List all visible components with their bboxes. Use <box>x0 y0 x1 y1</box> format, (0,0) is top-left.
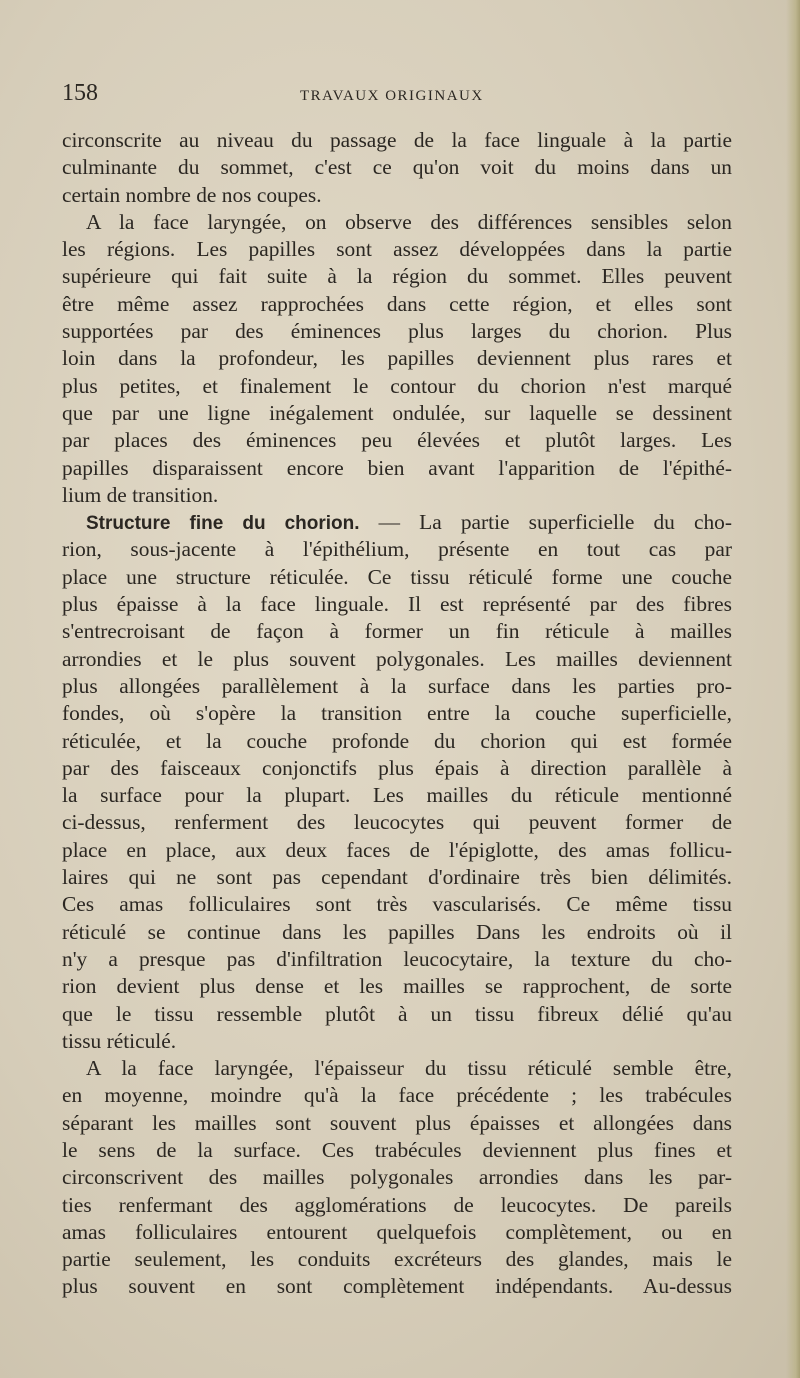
text-line <box>62 782 732 809</box>
text-line <box>62 182 732 209</box>
page-edge-shadow <box>786 0 800 1378</box>
text-line <box>62 864 732 891</box>
text-line <box>62 1082 732 1109</box>
text-line <box>62 345 732 372</box>
text-line <box>62 373 732 400</box>
body-text <box>62 127 732 1301</box>
line-text: tissu réticulé. <box>62 1028 177 1053</box>
line-text: place une structure réticulée. Ce tissu réticulé forme une couche <box>62 564 732 589</box>
line-text: en moyenne, moindre qu'à la face précédente ; les trabécules <box>62 1083 732 1108</box>
text-line <box>62 209 732 236</box>
line-text: Ces amas folliculaires sont très vascularisés. Ce même tissu <box>62 892 732 917</box>
line-text: culminante du sommet, c'est ce qu'on voit du moins dans un <box>62 155 732 180</box>
line-text: ci-dessus, renferment des leucocytes qui peuvent former de <box>62 810 732 835</box>
text-line <box>62 591 732 618</box>
text-line <box>62 1246 732 1273</box>
line-text: supérieure qui fait suite à la région du sommet. Elles peuvent <box>62 264 732 289</box>
line-text: A la face laryngée, l'épaisseur du tissu réticulé semble être, <box>86 1056 732 1081</box>
text-line <box>62 728 732 755</box>
line-text: le sens de la surface. Ces trabécules deviennent plus fines et <box>62 1137 732 1162</box>
line-text: laires qui ne sont pas cependant d'ordinaire très bien délimités. <box>62 865 732 890</box>
text-line <box>62 318 732 345</box>
text-line <box>62 236 732 263</box>
line-text: arrondies et le plus souvent polygonales. Les mailles deviennent <box>62 646 732 671</box>
text-line <box>62 509 732 536</box>
text-line <box>62 1137 732 1164</box>
line-text: s'entrecroisant de façon à former un fin réticule à mailles <box>62 619 732 644</box>
text-line <box>62 482 732 509</box>
text-line <box>62 1273 732 1300</box>
line-text: A la face laryngée, on observe des différences sensibles selon <box>86 209 732 234</box>
line-text: circonscrite au niveau du passage de la face linguale à la partie <box>62 128 732 152</box>
line-text: fondes, où s'opère la transition entre la couche superficielle, <box>62 701 732 726</box>
text-line <box>62 891 732 918</box>
line-text: ties renfermant des agglomérations de leucocytes. De pareils <box>62 1192 732 1217</box>
text-line <box>62 618 732 645</box>
line-text: lium de transition. <box>62 482 219 507</box>
text-line <box>62 291 732 318</box>
text-line <box>62 919 732 946</box>
text-line <box>62 700 732 727</box>
text-line <box>62 973 732 1000</box>
line-text: la surface pour la plupart. Les mailles du réticule mentionné <box>62 783 732 808</box>
line-text: les régions. Les papilles sont assez développées dans la partie <box>62 237 732 262</box>
line-text: par places des éminences peu élevées et plutôt larges. Les <box>62 428 732 453</box>
line-text: place en place, aux deux faces de l'épiglotte, des amas follicu- <box>62 837 732 862</box>
line-text: réticulé se continue dans les papilles Dans les endroits où il <box>62 919 732 944</box>
text-line <box>62 755 732 782</box>
text-line <box>62 1028 732 1055</box>
page-number: 158 <box>62 80 98 106</box>
line-text: partie seulement, les conduits excréteurs des glandes, mais le <box>62 1247 732 1272</box>
text-line <box>62 536 732 563</box>
text-line <box>62 1001 732 1028</box>
line-text: circonscrivent des mailles polygonales arrondies dans les par- <box>62 1165 732 1190</box>
text-line <box>62 263 732 290</box>
line-text: plus petites, et finalement le contour du chorion n'est marqué <box>62 373 732 398</box>
text-line <box>62 127 732 154</box>
line-text: plus souvent en sont complètement indépendants. Au-dessus <box>62 1274 732 1299</box>
text-line <box>62 946 732 973</box>
text-line <box>62 1164 732 1191</box>
running-head: TRAVAUX ORIGINAUX <box>300 88 484 104</box>
line-text: plus épaisse à la face linguale. Il est représenté par des fibres <box>62 592 732 617</box>
text-line <box>62 1219 732 1246</box>
line-text: rion devient plus dense et les mailles se rapprochent, de sorte <box>62 974 732 999</box>
line-text: supportées par des éminences plus larges du chorion. Plus <box>62 319 732 344</box>
line-text: rion, sous-jacente à l'épithélium, présente en tout cas par <box>62 537 732 562</box>
text-line <box>62 837 732 864</box>
page-header <box>62 80 732 110</box>
line-text: plus allongées parallèlement à la surface dans les parties pro- <box>62 673 732 698</box>
line-text: que le tissu ressemble plutôt à un tissu fibreux délié qu'au <box>62 1001 732 1026</box>
line-text: n'y a presque pas d'infiltration leucocytaire, la texture du cho- <box>62 946 732 971</box>
text-line <box>62 154 732 181</box>
line-text: — La partie superficielle du cho- <box>359 510 733 535</box>
text-line <box>62 400 732 427</box>
line-text: papilles disparaissent encore bien avant l'apparition de l'épithé- <box>62 455 732 480</box>
line-text: séparant les mailles sont souvent plus épaisses et allongées dans <box>62 1110 732 1135</box>
line-text: que par une ligne inégalement ondulée, sur laquelle se dessinent <box>62 400 732 425</box>
line-text: certain nombre de nos coupes. <box>62 182 322 207</box>
text-line <box>62 809 732 836</box>
section-heading: Structure fine du chorion. <box>86 513 360 535</box>
text-line <box>62 646 732 673</box>
line-text: par des faisceaux conjonctifs plus épais à direction parallèle à <box>62 755 732 780</box>
text-line <box>62 455 732 482</box>
text-line <box>62 1110 732 1137</box>
text-line <box>62 1055 732 1082</box>
line-text: être même assez rapprochées dans cette région, et elles sont <box>62 291 732 316</box>
text-line <box>62 564 732 591</box>
line-text: réticulée, et la couche profonde du chorion qui est formée <box>62 728 732 753</box>
text-line <box>62 427 732 454</box>
line-text: loin dans la profondeur, les papilles deviennent plus rares et <box>62 346 732 371</box>
text-line <box>62 673 732 700</box>
line-text: amas folliculaires entourent quelquefois complètement, ou en <box>62 1219 732 1244</box>
text-line <box>62 1192 732 1219</box>
